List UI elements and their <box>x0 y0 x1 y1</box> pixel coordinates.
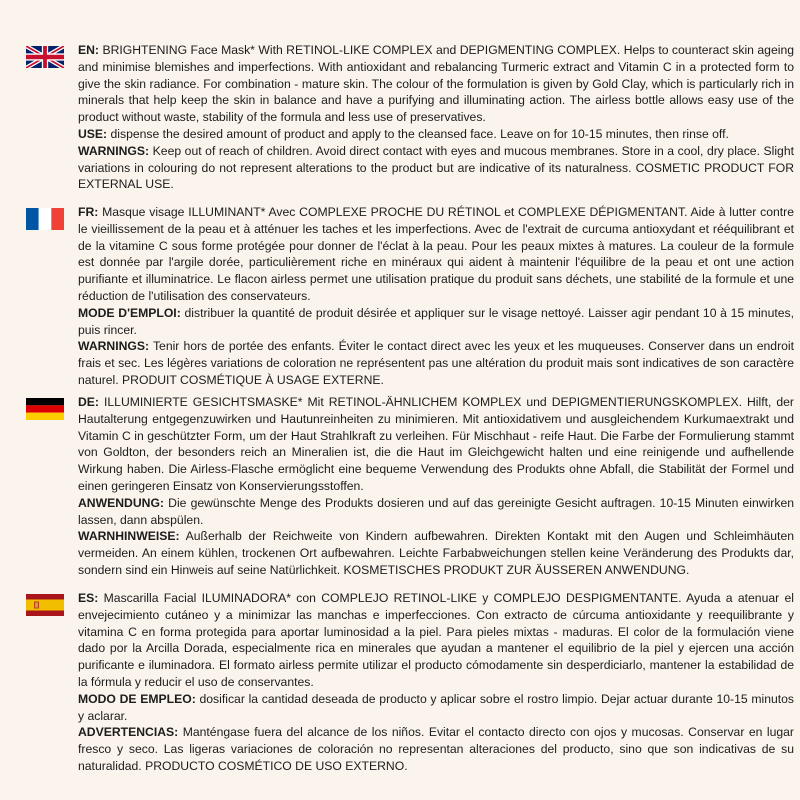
usage-text: distribuer la quantité de produit désirée et appliquer sur le visage nettoyé. Laisser agir pendant 10 à 15 minutes, puis rincer. <box>78 305 795 337</box>
usage <box>78 305 794 339</box>
description-text: Masque visage ILLUMINANT* Avec COMPLEXE PROCHE DU RÉTINOL et COMPLEXE DÉPIGMENTANT. Aide à lutter contre le vieillissement de la peau et à atténuer les taches et les imperfections. Avec de l'extrait de curcuma antioxydant et rééquilibrant et de la vitamine C sous forme protégée pour donner de l'éclat à la peau. Pour les peaux mixtes à matures. La couleur de la formule est donnée par l'argile dorée, particulièrement riche en minéraux qui aident à maintenir l'équilibre de la peau et ont une action purifiante et illuminatrice. Le flacon airless permet une utilisation pratique du produit sans déchets, une stabilité de la formule et une réduction de l'utilisation des conservateurs. <box>78 205 794 303</box>
warnings <box>78 528 794 578</box>
warnings-text: Tenir hors de portée des enfants. Éviter le contact direct avec les yeux et les muqueuses. Conserver dans un endroit frais et sec. Les légères variations de coloration ne représentent pas une altération du produit mais sont indicatives de son caractère naturel. PRODUIT COSMÉTIQUE À USAGE EXTERNE. <box>78 339 794 387</box>
usage-text: dispense the desired amount of product and apply to the cleansed face. Leave on for 10-15 minutes, then rinse off. <box>110 126 729 141</box>
description-text: BRIGHTENING Face Mask* With RETINOL-LIKE COMPLEX and DEPIGMENTING COMPLEX. Helps to counteract skin ageing and minimise blemishes and imperfections. With antioxidant and rebalancing Turmeric extract and Vitamin C in a protected form to give the skin radiance. For combination - mature skin. The colour of the formulation is given by Gold Clay, which is particularly rich in minerals that help keep the skin in balance and have a purifying and illuminating action. The airless bottle allows easy use of the product without waste, stability of the formula and less use of preservatives. <box>78 43 794 125</box>
warnings-label: WARNHINWEISE: <box>78 529 180 544</box>
spain-flag-icon <box>26 594 64 616</box>
usage <box>78 126 794 143</box>
uk-flag-icon <box>26 46 64 68</box>
warnings-text: Außerhalb der Reichweite von Kindern aufbewahren. Direkten Kontakt mit den Augen und Schleimhäuten vermeiden. An einem kühlen, trockenen Ort aufbewahren. Leichte Farbabweichungen stellen keine Veränderung des Produkts dar, sondern sind ein Hinweis auf seine Natürlichkeit. KOSMETISCHES PRODUKT ZUR ÄUSSEREN ANWENDUNG. <box>78 529 794 577</box>
usage-label: MODE D'EMPLOI: <box>78 305 181 320</box>
section-text <box>78 394 794 579</box>
usage <box>78 495 794 529</box>
description <box>78 204 794 305</box>
description <box>78 590 794 691</box>
warnings-text: Manténgase fuera del alcance de los niños. Evitar el contacto directo con ojos y mucosas. Conservar en lugar fresco y seco. Las ligeras variaciones de coloración no representan alteraciones del producto, sino que son indicativas de su naturalidad. PRODUCTO COSMÉTICO DE USO EXTERNO. <box>78 725 794 773</box>
usage-label: MODO DE EMPLEO: <box>78 691 196 706</box>
germany-flag-icon <box>26 398 64 420</box>
warnings <box>78 143 794 193</box>
warnings-label: ADVERTENCIAS: <box>78 725 179 740</box>
section-text <box>78 42 794 193</box>
usage <box>78 691 794 725</box>
usage-text: Die gewünschte Menge des Produkts dosieren und auf das gereinigte Gesicht auftragen. 10-15 Minuten einwirken lassen, dann abspülen. <box>78 495 794 527</box>
usage-text: dosificar la cantidad deseada de producto y aplicar sobre el rostro limpio. Dejar actuar durante 10-15 minutos y aclarar. <box>78 691 795 723</box>
warnings-label: WARNINGS: <box>78 339 150 354</box>
language-tag: ES: <box>78 591 99 605</box>
section-text <box>78 590 794 775</box>
warnings <box>78 338 794 388</box>
warnings <box>78 724 794 774</box>
warnings-label: WARNINGS: <box>78 143 150 158</box>
section-text <box>78 204 794 389</box>
language-tag: FR: <box>78 205 99 219</box>
france-flag-icon <box>26 208 64 230</box>
language-tag: EN: <box>78 43 99 57</box>
description-text: Mascarilla Facial ILUMINADORA* con COMPLEJO RETINOL-LIKE y COMPLEJO DESPIGMENTANTE. Ayuda a atenuar el envejecimiento cutáneo y a minimizar las manchas e imperfecciones. Con extracto de cúrcuma antioxidante y reequilibrante y vitamina C en forma protegida para aportar luminosidad a la piel. Para pieles mixtas - maduras. El color de la formulación viene dado por la Arcilla Dorada, especialmente rica en minerales que ayudan a mantener el equilibrio de la piel y ejercen una acción purificante e iluminadora. El formato airless permite utilizar el producto cómodamente sin desperdiciarlo, mantener la estabilidad de la fórmula y reducir el uso de conservantes. <box>78 591 794 689</box>
usage-label: USE: <box>78 126 108 141</box>
warnings-text: Keep out of reach of children. Avoid direct contact with eyes and mucous membranes. Store in a cool, dry place. Slight variations in colouring do not represent alterations to the product but are indicative of its naturalness. COSMETIC PRODUCT FOR EXTERNAL USE. <box>78 143 794 192</box>
language-tag: DE: <box>78 395 99 409</box>
description <box>78 394 794 495</box>
description-text: ILLUMINIERTE GESICHTSMASKE* Mit RETINOL-ÄHNLICHEM KOMPLEX und DEPIGMENTIERUNGSKOMPLEX. Hilft, der Hautalterung entgegenzuwirken und Hautunreinheiten zu minimieren. Mit antioxidativem und ausgleichendem Kurkumaextrakt und Vitamin C in geschützter Form, um der Haut Strahlkraft zu verleihen. Für Mischhaut - reife Haut. Die Farbe der Formulierung stammt von Goldton, der besonders reich an Mineralien ist, die die Haut im Gleichgewicht halten und eine reinigende und aufhellende Wirkung haben. Die Airless-Flasche ermöglicht eine bequeme Verwendung des Produkts ohne Abfall, die Stabilität der Formel und einen geringeren Einsatz von Konservierungsstoffen. <box>78 395 794 493</box>
usage-label: ANWENDUNG: <box>78 495 164 510</box>
description <box>78 42 794 126</box>
